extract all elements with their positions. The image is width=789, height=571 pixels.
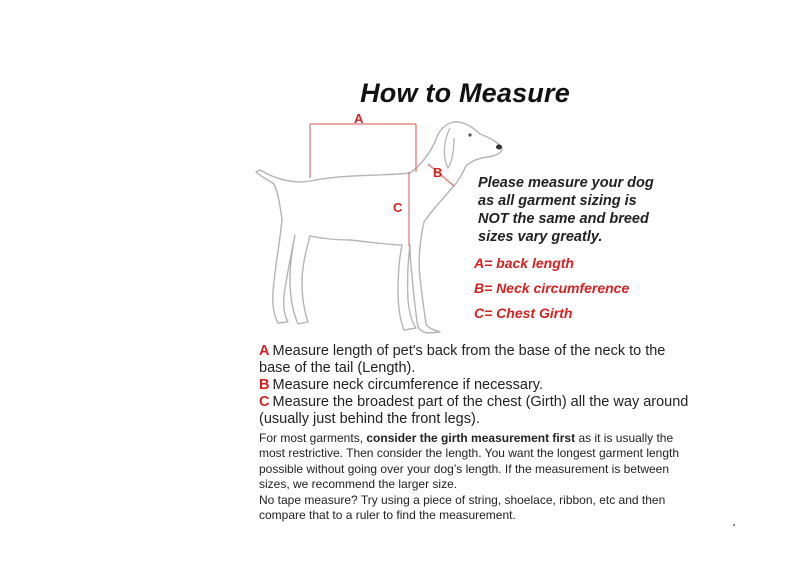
- legend-b: B= Neck circumference: [474, 280, 630, 296]
- label-b: B: [433, 165, 443, 180]
- tips-tape: No tape measure? Try using a piece of string, shoelace, ribbon, etc and then compare that to a ruler to find the measurement.: [259, 492, 666, 523]
- step-a-text: Measure length of pet's back from the base of the neck to the base of the tail (Length).: [259, 343, 666, 376]
- step-a: [259, 343, 699, 377]
- step-b: [259, 377, 699, 394]
- step-b-letter: B: [259, 377, 270, 393]
- tips-emphasis: consider the girth measurement first: [366, 431, 576, 445]
- dog-eye: [468, 133, 471, 136]
- step-b-text: Measure neck circumference if necessary.: [272, 377, 543, 393]
- measurement-legend: [474, 254, 629, 329]
- measure-steps: [259, 343, 699, 428]
- measure-a-line: [310, 124, 416, 178]
- dog-nose: [496, 145, 502, 150]
- measure-note: [478, 174, 718, 246]
- stray-dot: [733, 524, 735, 526]
- tips-girth: [259, 431, 699, 493]
- measure-tips: [259, 431, 699, 523]
- note-line-2: as all garment sizing is: [478, 193, 637, 209]
- tips-intro: For most garments,: [259, 431, 364, 445]
- step-c-text: Measure the broadest part of the chest (Girth) all the way around (usually just behind the front legs).: [259, 394, 689, 427]
- page-title: How to Measure: [360, 78, 570, 108]
- note-line-1: Please measure your dog: [478, 175, 654, 191]
- legend-c: C= Chest Girth: [474, 305, 573, 321]
- legend-a: A= back length: [474, 255, 574, 271]
- label-a: A: [354, 111, 364, 126]
- note-line-3: NOT the same and breed: [478, 211, 649, 227]
- step-c-letter: C: [259, 394, 270, 410]
- label-c: C: [393, 200, 403, 215]
- step-c: [259, 394, 699, 428]
- tips-rest: as it is usually the most restrictive. Then consider the length. You want the longest garment length possible without going over your dog’s length. If the measurement is between sizes, we recommend the larger size.: [259, 431, 680, 492]
- dog-ear: [444, 128, 454, 168]
- note-line-4: sizes vary greatly.: [478, 229, 603, 245]
- step-a-letter: A: [259, 343, 270, 359]
- dog-outline: [256, 122, 502, 333]
